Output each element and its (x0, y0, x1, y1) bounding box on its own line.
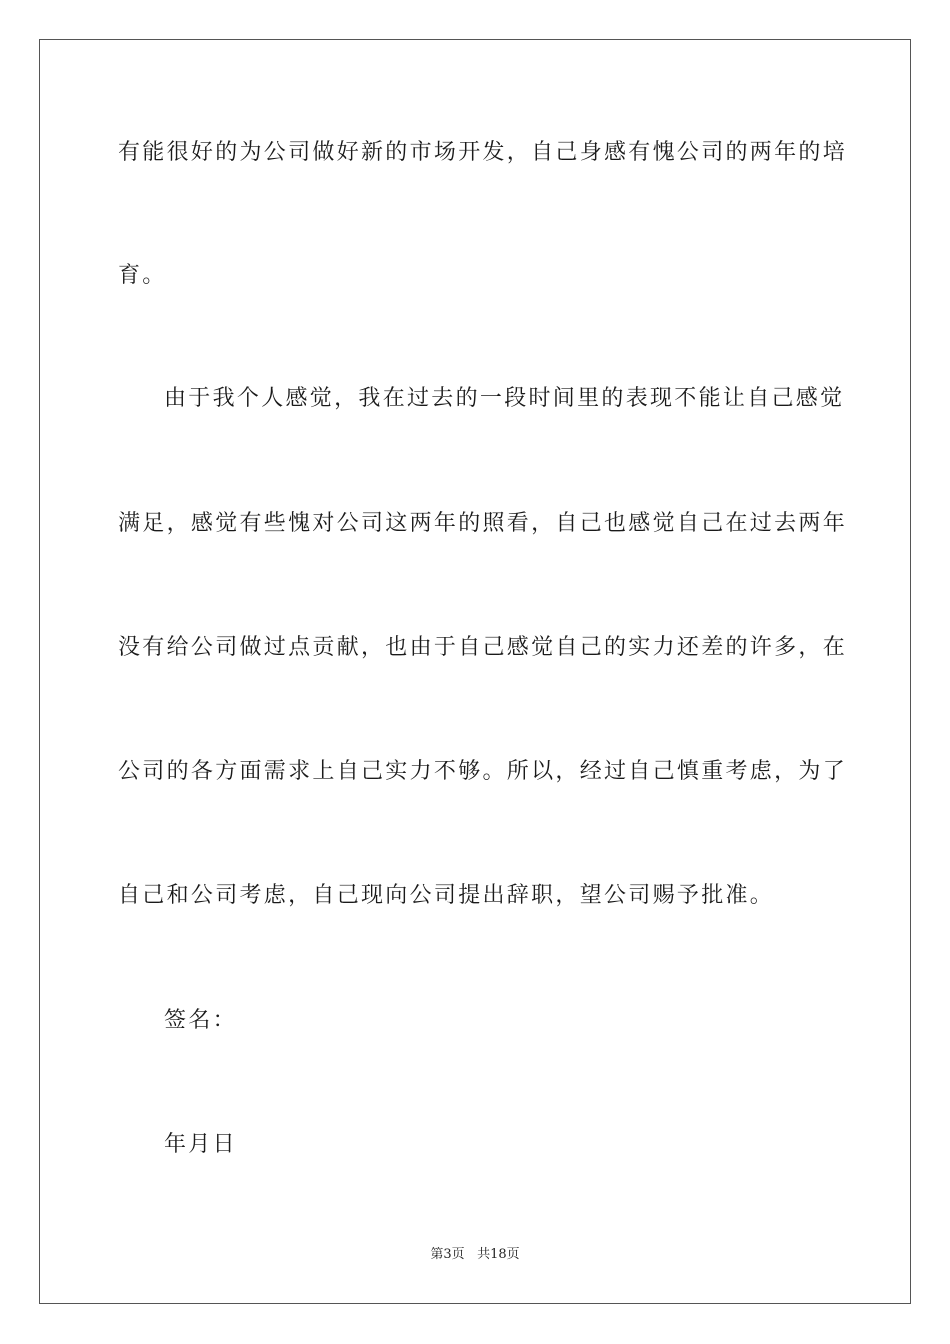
page-number: 第3页 (430, 1247, 465, 1262)
page-frame (39, 39, 911, 1304)
page-total: 共18页 (477, 1247, 520, 1262)
body-line-4: 满足，感觉有些愧对公司这两年的照看，自己也感觉自己在过去两年 (118, 511, 848, 536)
body-line-6: 公司的各方面需求上自己实力不够。所以，经过自己慎重考虑，为了 (118, 759, 848, 784)
body-line-3: 由于我个人感觉，我在过去的一段时间里的表现不能让自己感觉 (164, 386, 845, 411)
body-line-5: 没有给公司做过点贡献，也由于自己感觉自己的实力还差的许多，在 (118, 635, 848, 660)
body-line-7: 自己和公司考虑，自己现向公司提出辞职，望公司赐予批准。 (118, 883, 775, 908)
body-line-1: 有能很好的为公司做好新的市场开发，自己身感有愧公司的两年的培 (118, 140, 848, 165)
page-footer (0, 1246, 950, 1264)
body-line-2: 育。 (118, 263, 167, 288)
date-label: 年月日 (164, 1132, 237, 1157)
signature-label: 签名： (164, 1008, 237, 1033)
